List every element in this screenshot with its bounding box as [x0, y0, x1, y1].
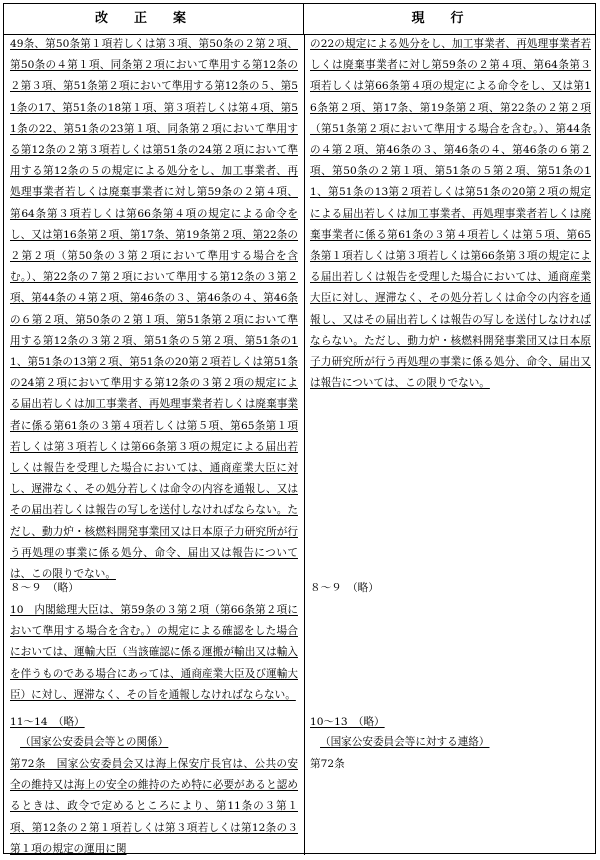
revised-item-11-14: 11～14 （略） — [10, 716, 85, 728]
revised-article-text: 49条、第50条第１項若しくは第３項、第50条の２第２項、第50条の４第１項、同条第２項において準用する第12条の２第３項、第51条第２項において準用する第12条の５、第51条の17、第51条の18第１項、第３項若しくは第４項、第51条の22、第51条の23第１項、同条第２項において準用する第12条の２第３項若しくは第51条の24第２項において準用する第12条の５の規定による処分をし、加工事業者、再処理事業者若しくは廃棄事業者に対し第59条の２第４項、第64条第３項若しくは第66条第４項の規定による命令をし、又は第16条第２項、第17条、第19条第２項、第22条の２第２項（第50条の３第２項において準用する場合を含む。）、第22条の７第２項において準用する第12条の３第２項、第44条の４第２項、第46条の３、第46条の４、第46条の６第２項、第50条の２第１項、第51条第２項において準用する第12条の３第２項、第51条の５第２項、第51条の11、第51条の13第２項、第51条の20第２項若しくは第51条の24第２項において準用する第12条の３第２項の規定による届出若しくは加工事業者、再処理事業者若しくは廃棄事業者に係る第61条の３第４項若しくは第５項、第65条第１項若しくは第３項若しくは第66条第３項の規定による届出若しくは報告を受理した場合においては、通商産業大臣に対し、遅滞なく、その処分若しくは命令の内容を通報し、又はその届出若しくは報告の写しを送付しなければならない。ただし、動力炉・核燃料開発事業団又は日本原子力研究所が行う再処理の事業に係る処分、命令、届出又は報告については、この限りでない。 — [10, 38, 298, 581]
comparison-table — [3, 3, 596, 854]
current-article-text: の22の規定による処分をし、加工事業者、再処理事業者若しくは廃棄事業者に対し第59条の２第４項、第64条第３項若しくは第66条第４項の規定による命令をし、又は第16条第２項、第17条、第19条第２項、第22条の２第２項（第51条第２項において準用する場合を含む。）、第44条の４第２項、第46条の３、第46条の４、第46条の６第２項、第50条の２第１項、第51条の５第２項、第51条の11、第51条の13第２項若しくは第51条の20第２項の規定による届出若しくは加工事業者、再処理事業者若しくは廃棄事業者に係る第61条の３第４項若しくは第５項、第65条第１項若しくは第３項若しくは第66条第３項の規定による届出若しくは報告を受理した場合においては、通商産業大臣に対し、遅滞なく、その処分若しくは命令の内容を通報し、又はその届出若しくは報告の写しを送付しなければならない。ただし、動力炉・核燃料開発事業団又は日本原子力研究所が行う再処理の事業に係る処分、命令、届出又は報告については、この限りでない。 — [310, 38, 591, 390]
current-item-8-9: ８～９ （略） — [310, 582, 379, 594]
revised-item-10: 10 内閣総理大臣は、第59条の３第２項（第66条第２項において準用する場合を含む。）の規定による確認をした場合においては、運輸大臣（当該確認に係る運搬が輸出又は輸入を伴うものである場合にあっては、通商産業大臣及び運輸大臣）に対し、遅滞なく、その旨を通報しなければならない。 — [10, 604, 298, 701]
current-article-72: 第72条 — [310, 758, 345, 770]
table-header — [4, 4, 595, 35]
current-item-10-13: 10～13 （略） — [310, 716, 385, 728]
header-revised: 改正案 — [4, 4, 304, 34]
header-current: 現行 — [411, 11, 490, 26]
revised-caption: （国家公安委員会等との関係） — [20, 736, 169, 748]
column-divider — [304, 34, 305, 855]
revised-article-72: 第72条 国家公安委員会又は海上保安庁長官は、公共の安全の維持又は海上の安全の維持のため特に必要があると認めるときは、政令で定めるところにより、第11条の３第１項、第12条の２第１項若しくは第３項若しくは第12条の３第１項の規定の運用に関 — [10, 758, 298, 855]
current-caption: （国家公安委員会等に対する連絡） — [320, 736, 490, 748]
revised-item-8-9: ８～９ （略） — [10, 582, 79, 594]
